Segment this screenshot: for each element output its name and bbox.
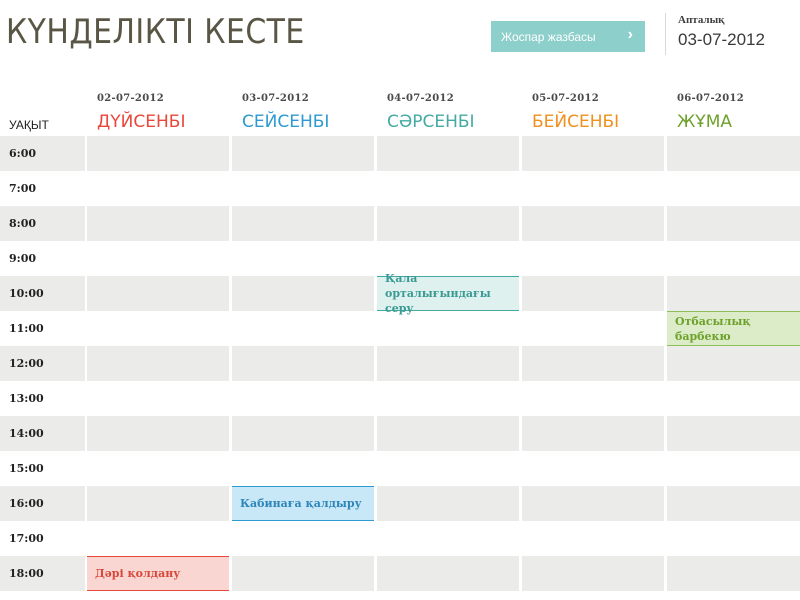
time-label: 7:00 [9, 182, 37, 195]
chevron-right-icon: › [627, 26, 633, 43]
schedule-cell[interactable] [522, 346, 664, 381]
schedule-cell[interactable] [522, 521, 664, 556]
schedule-cell[interactable] [522, 451, 664, 486]
schedule-cell[interactable] [377, 171, 519, 206]
schedule-cell[interactable] [522, 416, 664, 451]
schedule-cell[interactable] [522, 486, 664, 521]
schedule-cell[interactable] [522, 381, 664, 416]
column-day-name: СӘРСЕНБІ [387, 112, 475, 132]
week-label: Апталық [678, 14, 725, 26]
schedule-cell[interactable] [377, 416, 519, 451]
schedule-cell[interactable] [377, 346, 519, 381]
schedule-cell[interactable] [232, 136, 374, 171]
schedule-cell[interactable] [87, 206, 229, 241]
column-date: 04-07-2012 [387, 93, 454, 104]
schedule-cell[interactable] [522, 241, 664, 276]
event-block[interactable]: Қала орталығындағы серу [377, 276, 519, 311]
schedule-cell[interactable] [232, 556, 374, 591]
column-day-name: СЕЙСЕНБІ [242, 112, 330, 132]
schedule-cell[interactable] [522, 136, 664, 171]
time-label: 12:00 [9, 357, 44, 370]
plan-notes-button[interactable] [491, 21, 645, 52]
schedule-cell[interactable] [232, 311, 374, 346]
time-label: 16:00 [9, 497, 44, 510]
schedule-cell[interactable] [232, 346, 374, 381]
schedule-cell[interactable] [87, 136, 229, 171]
column-day-name: ДҮЙСЕНБІ [97, 112, 186, 132]
schedule-cell[interactable] [522, 206, 664, 241]
column-day-name: БЕЙСЕНБІ [532, 112, 620, 132]
plan-notes-label: Жоспар жазбасы [501, 29, 596, 44]
time-label: 15:00 [9, 462, 44, 475]
schedule-cell[interactable] [522, 276, 664, 311]
column-date: 06-07-2012 [677, 93, 744, 104]
schedule-cell[interactable] [377, 486, 519, 521]
schedule-cell[interactable] [232, 451, 374, 486]
schedule-cell[interactable] [667, 206, 800, 241]
week-date-field[interactable]: 03-07-2012 [678, 30, 765, 49]
schedule-cell[interactable] [87, 171, 229, 206]
schedule-cell[interactable] [87, 311, 229, 346]
column-day-name: ЖҰМА [677, 112, 732, 132]
schedule-cell[interactable] [87, 521, 229, 556]
schedule-cell[interactable] [377, 451, 519, 486]
schedule-cell[interactable] [87, 486, 229, 521]
schedule-cell[interactable] [667, 521, 800, 556]
schedule-cell[interactable] [87, 451, 229, 486]
time-label: 18:00 [9, 567, 44, 580]
schedule-cell[interactable] [232, 276, 374, 311]
schedule-cell[interactable] [377, 521, 519, 556]
schedule-cell[interactable] [522, 171, 664, 206]
time-label: 13:00 [9, 392, 44, 405]
schedule-cell[interactable] [667, 556, 800, 591]
time-label: 8:00 [9, 217, 37, 230]
schedule-cell[interactable] [667, 136, 800, 171]
schedule-cell[interactable] [667, 276, 800, 311]
schedule-cell[interactable] [522, 556, 664, 591]
schedule-cell[interactable] [232, 171, 374, 206]
header-divider [665, 13, 666, 55]
schedule-cell[interactable] [522, 311, 664, 346]
schedule-cell[interactable] [667, 451, 800, 486]
schedule-cell[interactable] [377, 311, 519, 346]
schedule-cell[interactable] [667, 486, 800, 521]
schedule-cell[interactable] [377, 556, 519, 591]
time-label: 11:00 [9, 322, 44, 335]
schedule-cell[interactable] [232, 521, 374, 556]
schedule-cell[interactable] [87, 276, 229, 311]
schedule-cell[interactable] [232, 381, 374, 416]
page-title: КҮНДЕЛІКТІ КЕСТЕ [6, 12, 305, 52]
schedule-cell[interactable] [87, 381, 229, 416]
schedule-cell[interactable] [377, 206, 519, 241]
schedule-cell[interactable] [667, 381, 800, 416]
schedule-cell[interactable] [87, 346, 229, 381]
schedule-cell[interactable] [87, 416, 229, 451]
schedule-cell[interactable] [667, 171, 800, 206]
schedule-cell[interactable] [232, 206, 374, 241]
column-date: 05-07-2012 [532, 93, 599, 104]
time-label: 14:00 [9, 427, 44, 440]
schedule-cell[interactable] [667, 241, 800, 276]
schedule-cell[interactable] [232, 241, 374, 276]
schedule-cell[interactable] [667, 346, 800, 381]
time-column-header: УАҚЫТ [9, 118, 49, 132]
schedule-cell[interactable] [232, 416, 374, 451]
event-block[interactable]: Отбасылық барбекю [667, 311, 800, 346]
time-label: 10:00 [9, 287, 44, 300]
schedule-cell[interactable] [377, 381, 519, 416]
schedule-cell[interactable] [667, 416, 800, 451]
time-label: 6:00 [9, 147, 37, 160]
time-label: 17:00 [9, 532, 44, 545]
column-date: 02-07-2012 [97, 93, 164, 104]
time-label: 9:00 [9, 252, 37, 265]
schedule-cell[interactable] [87, 241, 229, 276]
event-block[interactable]: Дәрі қолдану [87, 556, 229, 591]
event-block[interactable]: Кабинаға қалдыру [232, 486, 374, 521]
schedule-cell[interactable] [377, 136, 519, 171]
column-date: 03-07-2012 [242, 93, 309, 104]
